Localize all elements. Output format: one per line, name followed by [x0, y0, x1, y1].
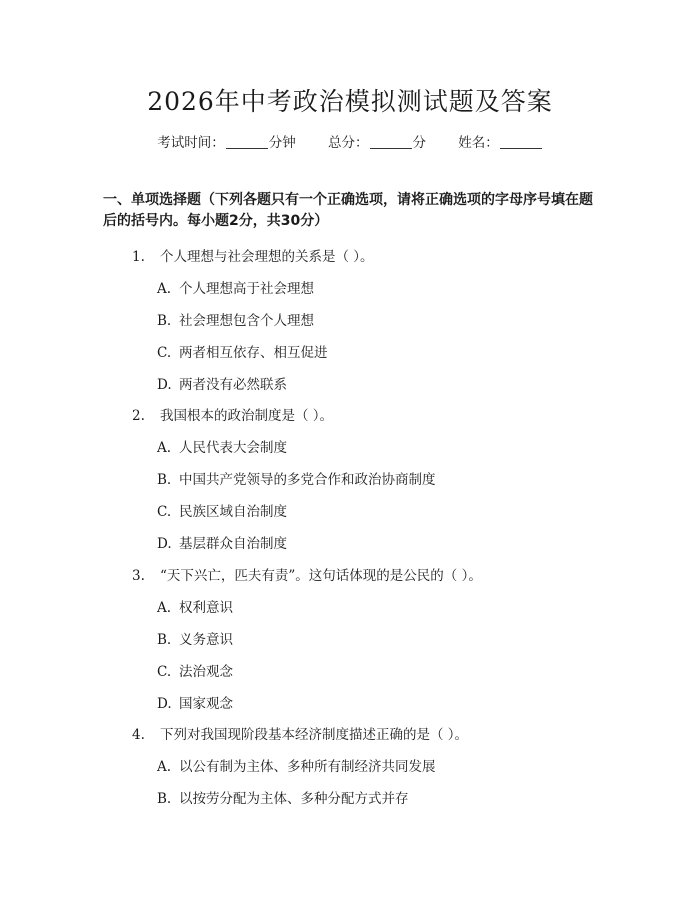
option-1c — [157, 341, 328, 361]
option-text: 民族区域自治制度 — [179, 504, 287, 520]
option-2d — [157, 532, 287, 552]
option-label: C. — [157, 504, 172, 520]
time-unit: 分钟 — [268, 135, 296, 151]
option-label: D. — [157, 696, 172, 712]
exam-meta — [0, 131, 700, 151]
name-blank[interactable] — [500, 148, 542, 149]
question-2 — [132, 404, 333, 424]
option-1d — [157, 373, 287, 393]
name-label: 姓名： — [458, 135, 499, 151]
option-text: 义务意识 — [179, 632, 233, 648]
option-text: 两者相互依存、相互促进 — [179, 345, 328, 361]
option-2a — [157, 436, 287, 456]
option-text: 个人理想高于社会理想 — [179, 281, 314, 297]
option-label: A. — [157, 440, 172, 456]
option-label: B. — [157, 472, 172, 488]
option-label: B. — [157, 632, 172, 648]
score-unit: 分 — [412, 135, 426, 151]
score-label: 总分： — [328, 135, 369, 151]
option-text: 基层群众自治制度 — [179, 536, 287, 552]
option-label: C. — [157, 345, 172, 361]
option-3c — [157, 660, 233, 680]
option-label: B. — [157, 313, 172, 329]
option-label: C. — [157, 664, 172, 680]
option-label: A. — [157, 759, 172, 775]
exam-time — [157, 131, 296, 151]
question-text: “天下兴亡，匹夫有责”。这句话体现的是公民的（ ）。 — [160, 568, 482, 584]
page-title: 2026年中考政治模拟测试题及答案 — [147, 87, 553, 116]
option-text: 社会理想包含个人理想 — [179, 313, 314, 329]
option-1a — [157, 277, 314, 297]
score-blank[interactable] — [370, 148, 412, 149]
option-label: D. — [157, 377, 172, 393]
option-4a — [157, 755, 436, 775]
question-number: 1. — [132, 249, 145, 265]
option-4b — [157, 787, 409, 807]
student-name — [458, 131, 543, 151]
question-number: 3. — [132, 568, 145, 584]
question-text: 下列对我国现阶段基本经济制度描述正确的是（ ）。 — [160, 727, 469, 743]
option-label: A. — [157, 281, 172, 297]
option-text: 国家观念 — [179, 696, 233, 712]
option-3d — [157, 692, 233, 712]
option-3a — [157, 596, 233, 616]
question-number: 4. — [132, 727, 145, 743]
section-heading: 一、单项选择题（下列各题只有一个正确选项，请将正确选项的字母序号填在题后的括号内。每小题2分，共30分） — [103, 192, 593, 229]
option-text: 以公有制为主体、多种所有制经济共同发展 — [179, 759, 436, 775]
total-score — [328, 131, 426, 151]
option-text: 权利意识 — [179, 600, 233, 616]
option-text: 人民代表大会制度 — [179, 440, 287, 456]
time-blank[interactable] — [226, 148, 268, 149]
question-number: 2. — [132, 408, 145, 424]
question-3 — [132, 564, 482, 584]
option-1b — [157, 309, 314, 329]
option-label: B. — [157, 791, 172, 807]
question-text: 我国根本的政治制度是（ ）。 — [160, 408, 334, 424]
option-text: 法治观念 — [179, 664, 233, 680]
option-text: 两者没有必然联系 — [179, 377, 287, 393]
question-text: 个人理想与社会理想的关系是（ ）。 — [160, 249, 374, 265]
time-label: 考试时间： — [157, 135, 225, 151]
option-text: 中国共产党领导的多党合作和政治协商制度 — [179, 472, 436, 488]
question-4 — [132, 723, 468, 743]
option-label: A. — [157, 600, 172, 616]
option-2b — [157, 468, 436, 488]
question-1 — [132, 245, 374, 265]
option-2c — [157, 500, 287, 520]
option-3b — [157, 628, 233, 648]
option-text: 以按劳分配为主体、多种分配方式并存 — [179, 791, 409, 807]
option-label: D. — [157, 536, 172, 552]
